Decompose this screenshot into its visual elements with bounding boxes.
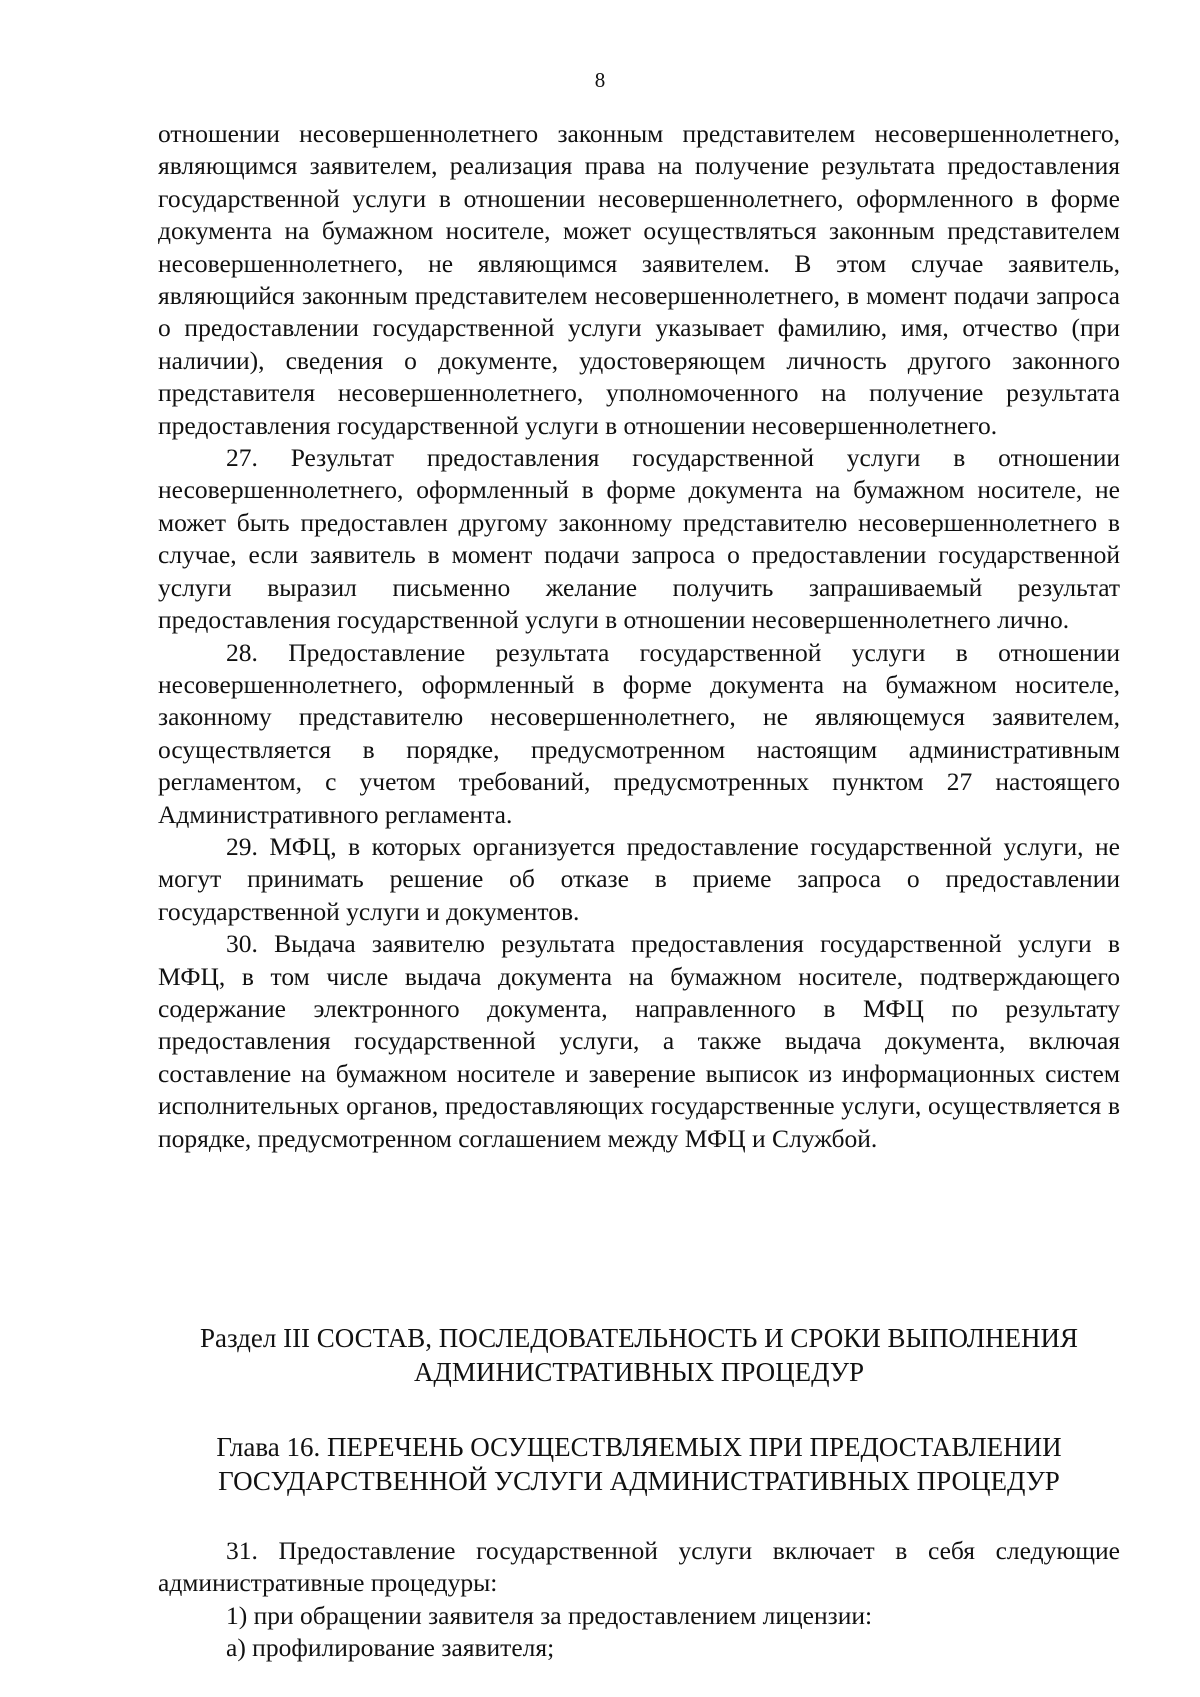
paragraph-29: 29. МФЦ, в которых организуется предоставление государственной услуги, не могут принимать решение об отказе в приеме запроса о предоставлении государственной услуги и документов. <box>158 831 1120 926</box>
list-item: а) профилирование заявителя; <box>226 1633 555 1663</box>
section-heading <box>158 1321 1120 1389</box>
paragraph-continuation: отношении несовершеннолетнего законным представителем несовершеннолетнего, являющимся заявителем, реализация права на получение результата предоставления государственной услуги в отношении несовершеннолетнего, оформленного в форме документа на бумажном носителе, может осуществляться законным представителем несовершеннолетнего, не являющимся заявителем. В этом случае заявитель, являющийся законным представителем несовершеннолетнего, в момент подачи запроса о предоставлении государственной услуги указывает фамилию, имя, отчество (при наличии), сведения о документе, удостоверяющем личность другого законного представителя несовершеннолетнего, уполномоченного на получение результата предоставления государственной услуги в отношении несовершеннолетнего. <box>158 119 1120 440</box>
paragraph-28: 28. Предоставление результата государственной услуги в отношении несовершеннолетнего, оформленный в форме документа на бумажном носителе, законному представителю несовершеннолетнего, не являющемуся заявителем, осуществляется в порядке, предусмотренном настоящим административным регламентом, с учетом требований, предусмотренных пунктом 27 настоящего Административного регламента. <box>158 637 1120 829</box>
paragraph-31: 31. Предоставление государственной услуги включает в себя следующие административные процедуры: <box>158 1536 1120 1598</box>
section-heading-line: Раздел III СОСТАВ, ПОСЛЕДОВАТЕЛЬНОСТЬ И СРОКИ ВЫПОЛНЕНИЯ <box>199 1323 1079 1353</box>
page-number: 8 <box>594 68 606 92</box>
section-heading-line: АДМИНИСТРАТИВНЫХ ПРОЦЕДУР <box>413 1357 865 1387</box>
procedures-list <box>158 1535 1120 1665</box>
paragraph-30: 30. Выдача заявителю результата предоставления государственной услуги в МФЦ, в том числе выдача документа на бумажном носителе, подтверждающего содержание электронного документа, направленного в МФЦ по результату предоставления государственной услуги, а также выдача документа, включая составление на бумажном носителе и заверение выписок из информационных систем исполнительных органов, предоставляющих государственные услуги, осуществляется в порядке, предусмотренном соглашением между МФЦ и Службой. <box>158 929 1120 1153</box>
list-item: 1) при обращении заявителя за предоставлением лицензии: <box>226 1600 873 1630</box>
chapter-heading <box>158 1430 1120 1498</box>
chapter-heading-line: Глава 16. ПЕРЕЧЕНЬ ОСУЩЕСТВЛЯЕМЫХ ПРИ ПРЕДОСТАВЛЕНИИ <box>216 1432 1062 1462</box>
document-body <box>158 118 1120 1155</box>
paragraph-27: 27. Результат предоставления государственной услуги в отношении несовершеннолетнего, оформленный в форме документа на бумажном носителе, не может быть предоставлен другому законному представителю несовершеннолетнего в случае, если заявитель в момент подачи запроса о предоставлении государственной услуги выразил письменно желание получить запрашиваемый результат предоставления государственной услуги в отношении несовершеннолетнего лично. <box>158 443 1120 635</box>
chapter-heading-line: ГОСУДАРСТВЕННОЙ УСЛУГИ АДМИНИСТРАТИВНЫХ ПРОЦЕДУР <box>218 1466 1060 1496</box>
